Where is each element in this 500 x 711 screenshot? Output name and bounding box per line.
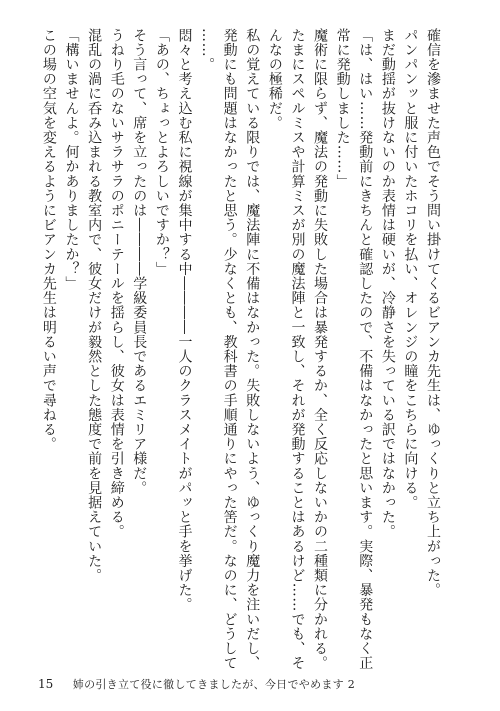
text-line: パンパンッと服に付いたホコリを払い、オレンジの瞳をこちらに向ける。	[402, 28, 419, 510]
text-line: 常に発動しました……」	[334, 28, 351, 189]
text-line: まだ動揺が抜けないのか表情は硬いが、冷静さを失っている訳ではなかった。	[379, 28, 396, 539]
text-line: 「構いませんよ。何かありましたか？」	[63, 28, 80, 291]
page-footer	[38, 676, 355, 692]
text-line: 悶々と考え込む私に視線が集中する中――――一人のクラスメイトがパッと手を挙げた。	[176, 28, 193, 612]
text-line: うねり毛のないサラサラのポニーテールを揺らし、彼女は表情を引き締める。	[108, 28, 125, 539]
text-line: 「は、はい……発動前にきちんと確認したので、不備はなかったと思います。実際、暴発もなく正	[357, 28, 374, 671]
text-line: そう言って、席を立ったのは――――学級委員長であるエミリア様だ。	[131, 28, 148, 496]
vertical-text-body	[37, 28, 444, 671]
text-line: 混乱の渦に呑み込まれる教室内で、彼女だけが毅然とした態度で前を見据えていた。	[86, 28, 103, 583]
text-line: この場の空気を変えるようにビアンカ先生は明るい声で尋ねる。	[40, 28, 57, 452]
page-number: 15	[38, 677, 54, 691]
text-line: 確信を滲ませた声色でそう問い掛けてくるビアンカ先生は、ゆっくりと立ち上がった。	[425, 28, 441, 598]
text-line: 魔術に限らず、魔法の発動に失敗した場合は暴発するか、全く反応しないかの二種類に分かれる。	[312, 28, 329, 671]
running-title: 姉の引き立て役に徹してきましたが、今日でやめます 2	[72, 678, 356, 691]
text-line: ……。	[199, 28, 216, 72]
text-line: 発動にも問題はなかったと思う。少なくとも、教科書の手順通りにやった筈だ。なのに、どうして	[221, 28, 238, 671]
text-line: たまにスペルミスや計算ミスが別の魔法陣と一致し、それが発動することはあるけど……でも、そ	[289, 28, 306, 671]
text-line: 「あの、ちょっとよろしいですか？」	[153, 28, 170, 277]
text-line: んなの極稀だ。	[266, 28, 283, 131]
text-line: 私の覚えている限りでは、魔法陣に不備はなかった。失敗しないよう、ゆっくり魔力を注いだし、	[244, 28, 261, 671]
